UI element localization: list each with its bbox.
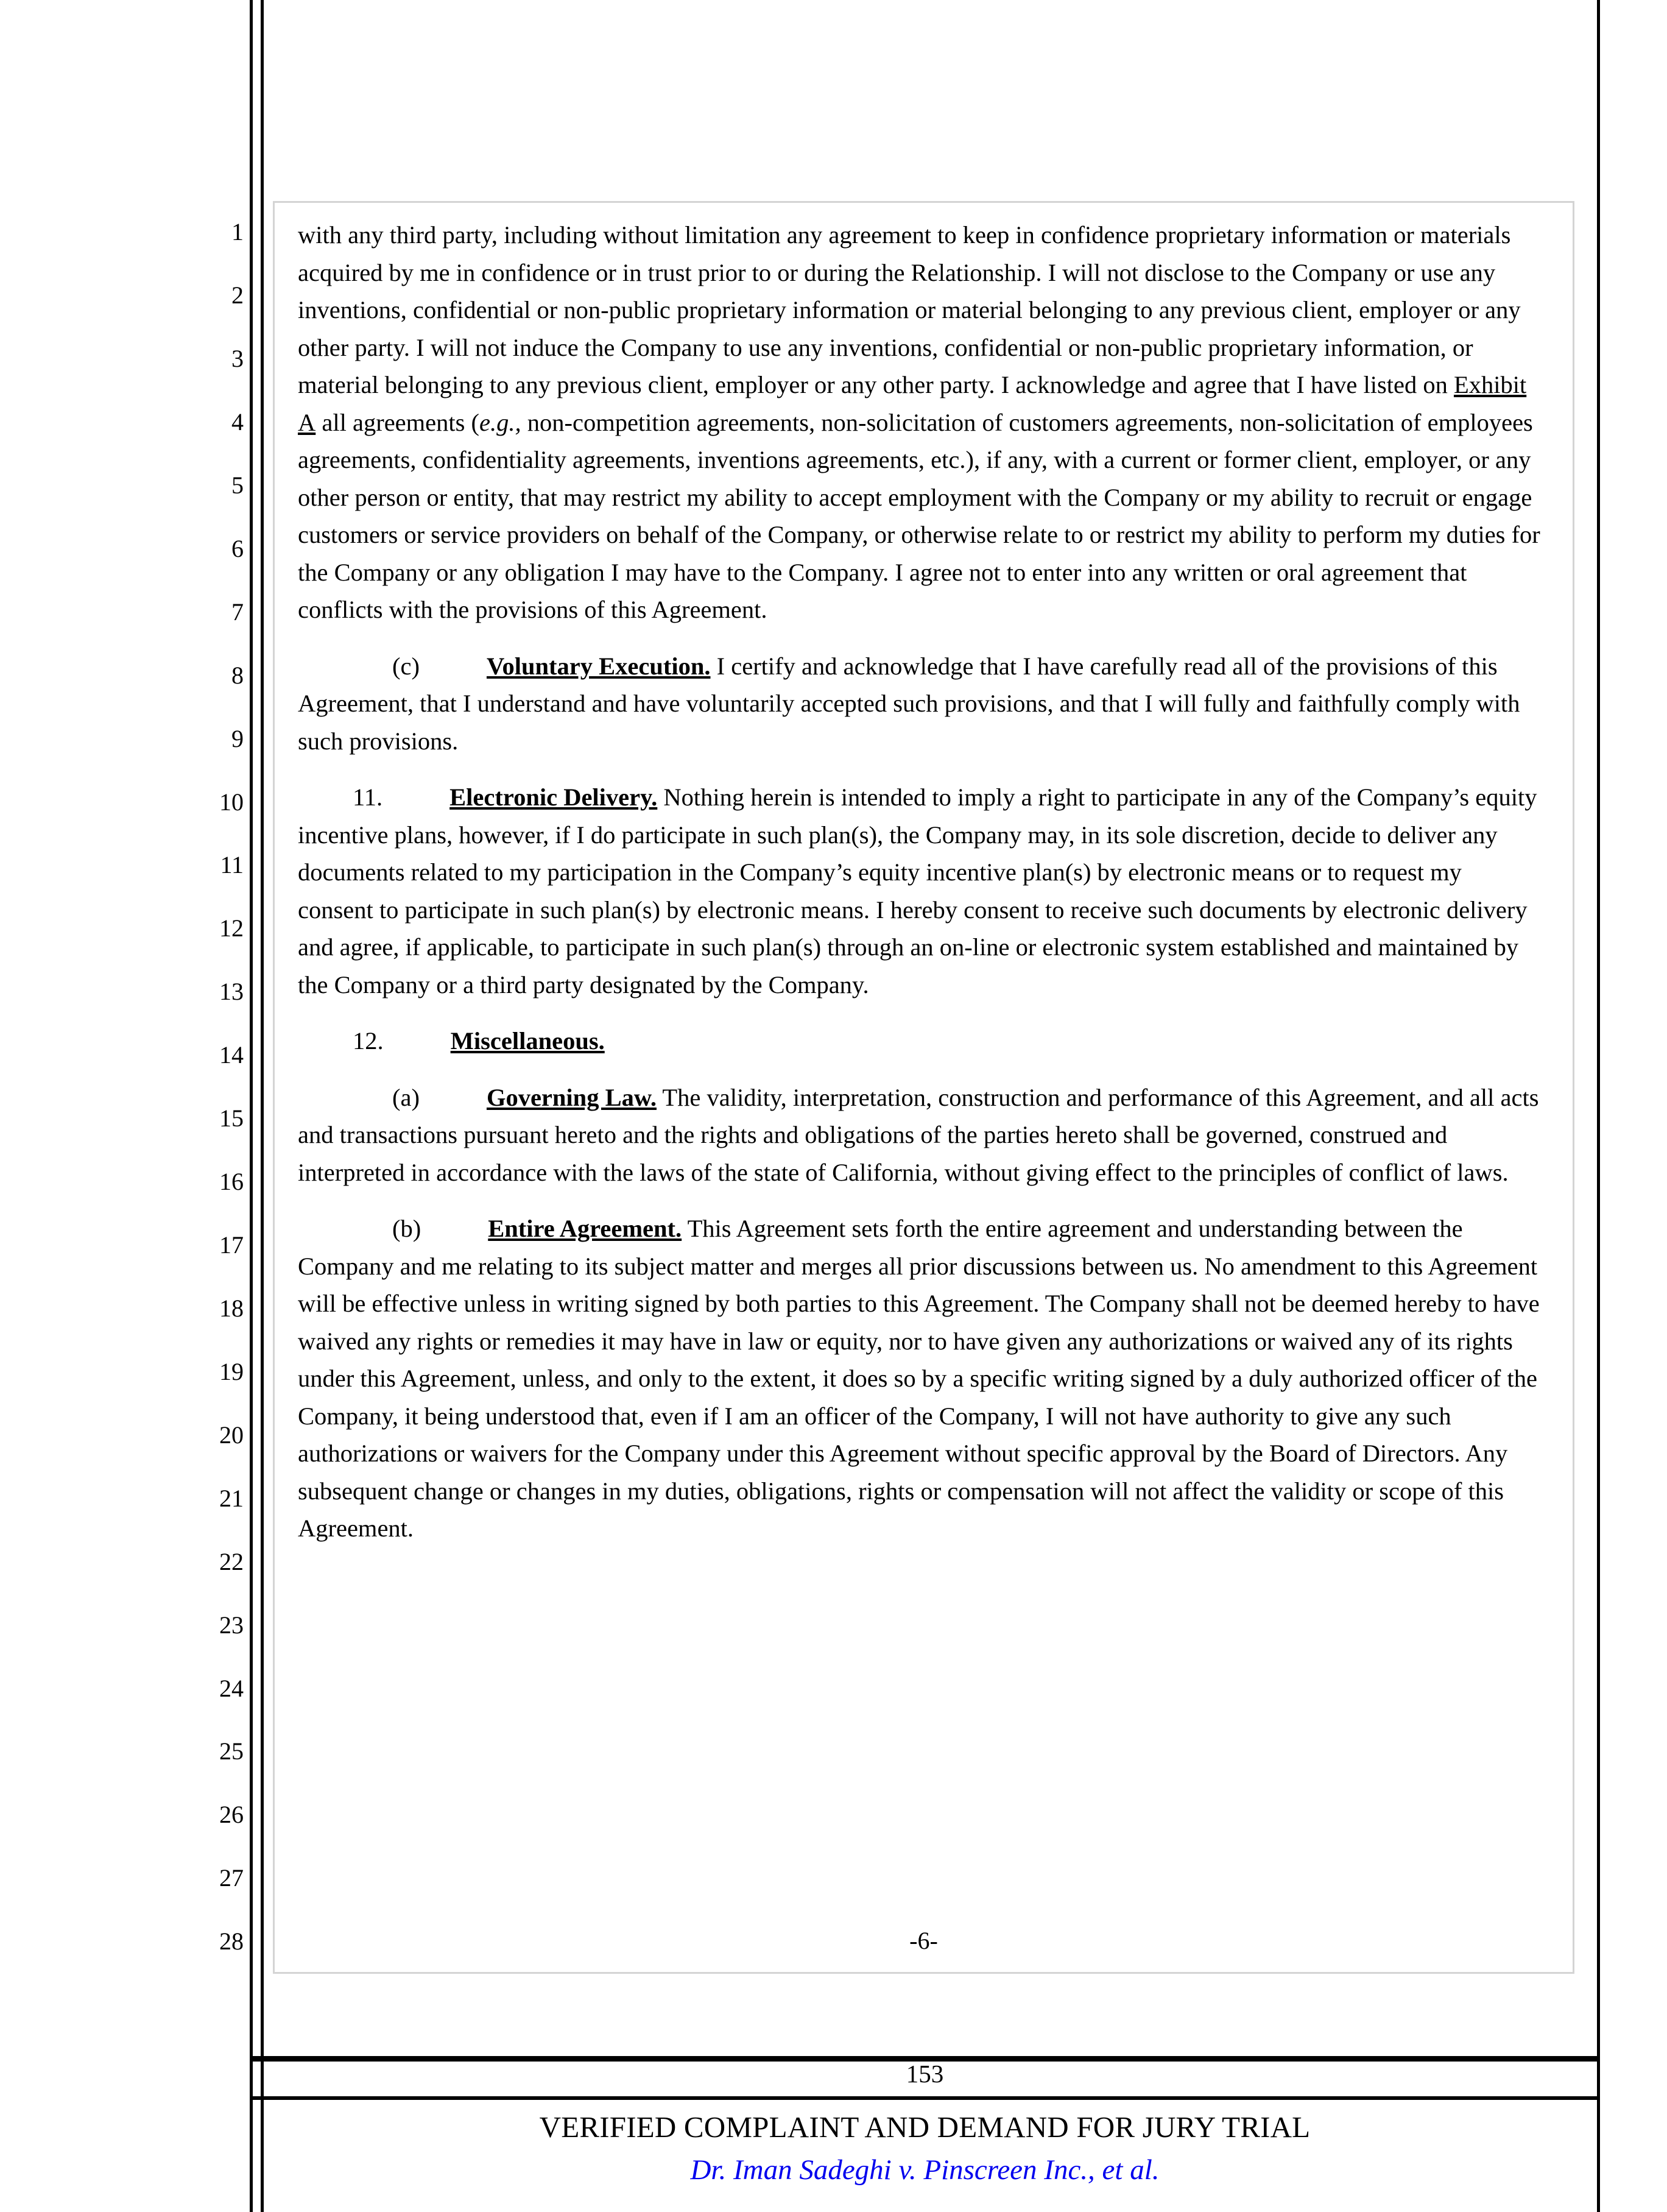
page-number: -6-	[909, 1927, 938, 1954]
line-number: 9	[231, 724, 244, 752]
line-number: 22	[219, 1547, 244, 1575]
footer-bottom-rule	[250, 2096, 1600, 2100]
exhibit-a-reference: Exhibit A	[298, 371, 1527, 436]
eg-italic: e.g.,	[479, 408, 521, 436]
body-governing-law: The validity, interpretation, construction and performance of this Agreement, and all acts and transactions pursuant hereto and the rights and obligations of the parties hereto shall be governed, construed and interpreted in accordance with the laws of the state of California, without giving effect to the principles of conflict of laws.	[298, 1083, 1539, 1186]
line-number: 19	[219, 1357, 244, 1385]
body-entire-agreement: This Agreement sets forth the entire agreement and understanding between the Company and me relating to its subject matter and merges all prior discussions between us. No amendment to this Agreement will be effective unless in writing signed by both parties to this Agreement. The Company shall not be deemed hereby to have waived any rights or remedies it may have in law or equity, nor to have given any authorizations or waived any of its rights under this Agreement, unless, and only to the extent, it does so by a specific writing signed by a duly authorized officer of the Company, it being understood that, even if I am an officer of the Company, I will not have authority to give any such authorizations or waivers for the Company under this Agreement without specific approval by the Board of Directors. Any subsequent change or changes in my duties, obligations, rights or compensation will not affect the validity or scope of this Agreement.	[298, 1215, 1540, 1542]
paragraph-governing-law	[298, 1079, 1540, 1192]
heading-electronic-delivery: Electronic Delivery.	[449, 783, 658, 811]
line-number: 3	[231, 345, 244, 373]
line-number: 21	[219, 1484, 244, 1512]
paragraph-miscellaneous	[298, 1022, 1540, 1060]
line-number: 5	[231, 471, 244, 499]
left-outer-rule	[250, 0, 253, 2212]
marker-entire-agreement: (b)	[392, 1215, 421, 1242]
line-number: 10	[219, 788, 244, 816]
paragraph-voluntary-execution	[298, 648, 1540, 760]
line-number: 15	[219, 1104, 244, 1133]
marker-voluntary-execution: (c)	[392, 652, 420, 680]
heading-miscellaneous: Miscellaneous.	[450, 1027, 605, 1055]
line-number: 23	[219, 1611, 244, 1639]
continuation-text-before-exhibit: with any third party, including without limitation any agreement to keep in confidence proprietary information or materials acquired by me in confidence or in trust prior to or during the Relationship. I will not disclose to the Company or use any inventions, confidential or non-public proprietary information or material belonging to any previous client, employer or any other party. I will not induce the Company to use any inventions, confidential or non-public proprietary information, or material belonging to any previous client, employer or any other party. I acknowledge and agree that I have listed on	[298, 221, 1521, 398]
body-voluntary-execution: I certify and acknowledge that I have carefully read all of the provisions of this Agreement, that I understand and have voluntarily accepted such provisions, and that I will fully and faithfully comply with such provisions.	[298, 652, 1520, 755]
marker-governing-law: (a)	[392, 1083, 420, 1111]
footer-case-caption: Dr. Iman Sadeghi v. Pinscreen Inc., et al.	[690, 2154, 1160, 2186]
line-number: 28	[219, 1928, 244, 1956]
document-body	[298, 216, 1540, 1547]
bates-stamp: 153	[906, 2060, 944, 2088]
line-number: 16	[219, 1168, 244, 1196]
line-number: 8	[231, 661, 244, 689]
paragraph-electronic-delivery	[298, 779, 1540, 1003]
line-number: 1	[231, 218, 244, 246]
line-number: 4	[231, 408, 244, 436]
line-number: 12	[219, 914, 244, 942]
footer-document-title: VERIFIED COMPLAINT AND DEMAND FOR JURY TRIAL	[539, 2110, 1311, 2144]
line-number: 18	[219, 1294, 244, 1322]
heading-governing-law: Governing Law.	[486, 1083, 657, 1111]
line-number: 20	[219, 1421, 244, 1449]
continuation-text-tail: non-competition agreements, non-solicitation of customers agreements, non-solicitation of employees agreements, confidentiality agreements, inventions agreements, etc.), if any, with a current or former client, employer, or any other person or entity, that may restrict my ability to accept employment with the Company or my ability to recruit or engage customers or service providers on behalf of the Company, or otherwise relate to or restrict my ability to perform my duties for the Company or any obligation I may have to the Company. I agree not to enter into any written or oral agreement that conflicts with the provisions of this Agreement.	[298, 408, 1540, 623]
line-number: 13	[219, 978, 244, 1006]
body-electronic-delivery: Nothing herein is intended to imply a right to participate in any of the Company’s equity incentive plans, however, if I do participate in such plan(s), the Company may, in its sole discretion, decide to deliver any documents related to my participation in the Company’s equity incentive plan(s) by electronic means or to request my consent to participate in such plan(s) by electronic means. I hereby consent to receive such documents by electronic delivery and agree, if applicable, to participate in such plan(s) through an on-line or electronic system established and maintained by the Company or a third party designated by the Company.	[298, 783, 1537, 998]
line-number: 6	[231, 534, 244, 562]
heading-entire-agreement: Entire Agreement.	[488, 1215, 682, 1242]
line-number: 14	[219, 1041, 244, 1069]
line-number: 27	[219, 1864, 244, 1892]
right-margin-rule	[1597, 0, 1600, 2212]
line-number: 11	[220, 851, 244, 879]
line-number: 25	[219, 1737, 244, 1765]
document-content-box	[273, 201, 1574, 1974]
paragraph-continuation	[298, 216, 1540, 629]
line-number: 24	[219, 1674, 244, 1702]
line-number: 2	[231, 281, 244, 309]
continuation-text-after-exhibit: all agreements (	[315, 408, 479, 436]
heading-voluntary-execution: Voluntary Execution.	[486, 652, 711, 680]
marker-electronic-delivery: 11.	[353, 783, 383, 811]
line-number: 17	[219, 1231, 244, 1259]
left-inner-rule	[261, 0, 264, 2212]
marker-miscellaneous: 12.	[353, 1027, 384, 1055]
paragraph-entire-agreement	[298, 1210, 1540, 1547]
line-number: 26	[219, 1801, 244, 1829]
line-number: 7	[231, 598, 244, 626]
